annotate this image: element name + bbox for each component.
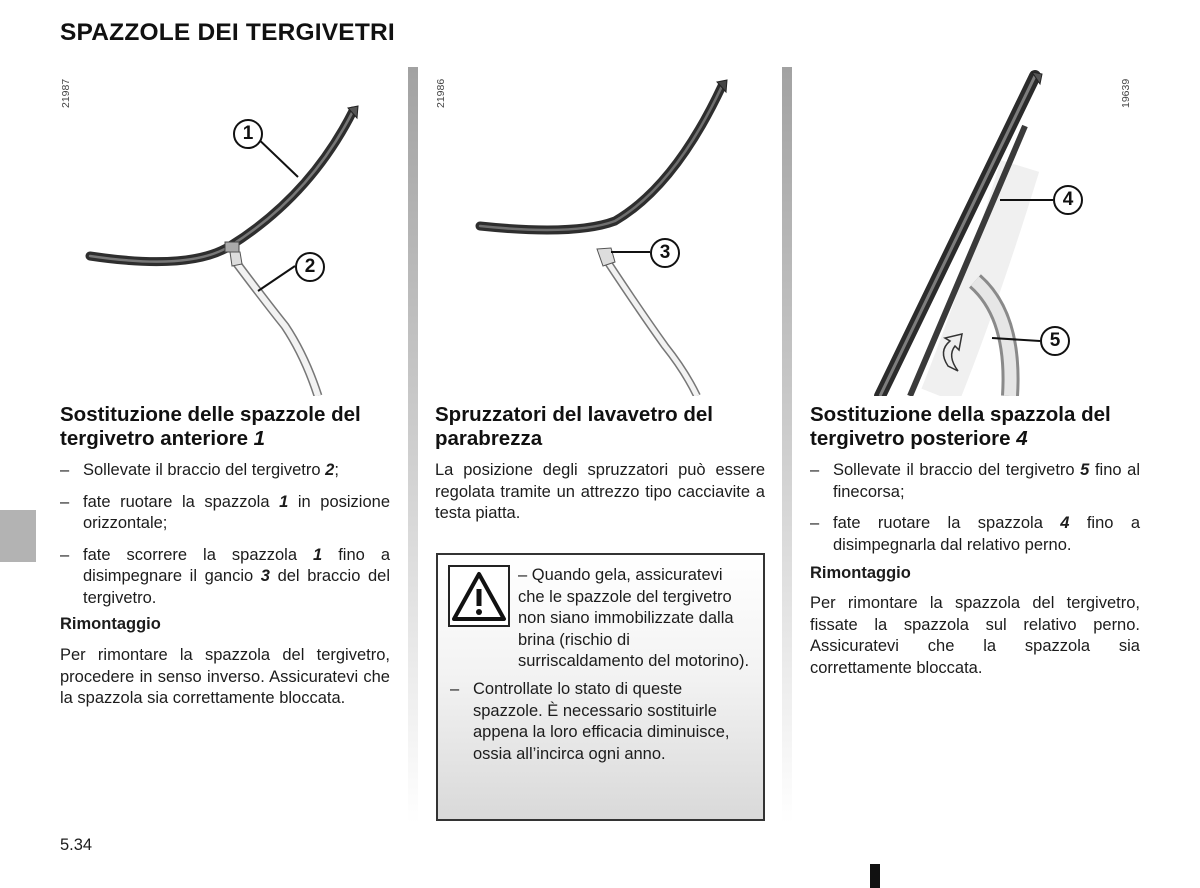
- warning-item-2: – Controllate lo stato di queste spazzole. È necessario sostituirle appena la loro efficacia diminuisce, ossia all’incirca ogni anno.: [450, 680, 730, 763]
- figure-rear-wiper: [810, 66, 1140, 396]
- list-item: – fate scorrere la spazzola 1 fino a disimpegnare il gancio 3 del braccio del tergivetro.: [60, 545, 390, 607]
- column-divider-left: [408, 67, 418, 824]
- page-title: SPAZZOLE DEI TERGIVETRI: [60, 19, 395, 46]
- page-edge-mark: [870, 864, 880, 888]
- reassembly-paragraph: Per rimontare la spazzola del tergivetro, procedere in senso inverso. Assicuratevi che la spazzola sia correttamente bloccata.: [60, 646, 390, 707]
- list-item: – fate ruotare la spazzola 1 in posizione orizzontale;: [60, 492, 390, 532]
- washer-jets-heading: Spruzzatori del lavavetro del parabrezza: [435, 403, 713, 450]
- list-item: – Sollevate il braccio del tergivetro 2;: [60, 461, 339, 479]
- front-wiper-steps: [60, 460, 390, 619]
- heading-text: Sostituzione della spazzola del tergivetro posteriore: [810, 403, 1111, 450]
- washer-jet-illustration: [435, 66, 765, 396]
- rear-wiper-illustration: [810, 66, 1140, 396]
- rear-wiper-heading: [810, 403, 1140, 451]
- reassembly-subheading: Rimontaggio: [810, 564, 911, 582]
- list-item: – fate ruotare la spazzola 4 fino a disimpegnarla dal relativo perno.: [810, 514, 1141, 554]
- heading-text: Sostituzione delle spazzole del tergivetro anteriore: [60, 403, 361, 450]
- front-wiper-illustration: [60, 66, 400, 396]
- callout-4: 4: [1053, 185, 1083, 215]
- section-tab: [0, 510, 36, 562]
- page-number: 5.34: [60, 836, 93, 854]
- reassembly-subheading: Rimontaggio: [60, 615, 161, 633]
- column-divider-right: [782, 67, 792, 824]
- heading-ref: 1: [253, 427, 266, 450]
- figure-code: 21986: [435, 78, 447, 108]
- callout-2: 2: [295, 252, 325, 282]
- rear-wiper-steps: [810, 460, 1140, 566]
- figure-front-wiper: [60, 66, 400, 396]
- warning-triangle-icon: [448, 565, 510, 627]
- front-wiper-heading: [60, 403, 395, 451]
- callout-1: 1: [233, 119, 263, 149]
- callout-3: 3: [650, 238, 680, 268]
- warning-box: [436, 553, 765, 821]
- warning-item-1: – Quando gela, assicuratevi che le spazzole del tergivetro non siano immobilizzate dalla brina (rischio di surriscaldamento del motorino).: [518, 566, 750, 670]
- washer-jets-paragraph: La posizione degli spruzzatori può essere regolata tramite un attrezzo tipo cacciavite a testa piatta.: [435, 461, 765, 522]
- heading-ref: 4: [1016, 427, 1028, 450]
- callout-5: 5: [1040, 326, 1070, 356]
- figure-washer-jets: [435, 66, 765, 396]
- figure-code: 19639: [1120, 78, 1132, 108]
- reassembly-paragraph: Per rimontare la spazzola del tergivetro, fissate la spazzola sul relativo perno. Assicuratevi che la spazzola sia correttamente bloccata.: [810, 594, 1140, 677]
- figure-code: 21987: [60, 78, 72, 108]
- list-item: – Sollevate il braccio del tergivetro 5 fino al finecorsa;: [810, 461, 1140, 501]
